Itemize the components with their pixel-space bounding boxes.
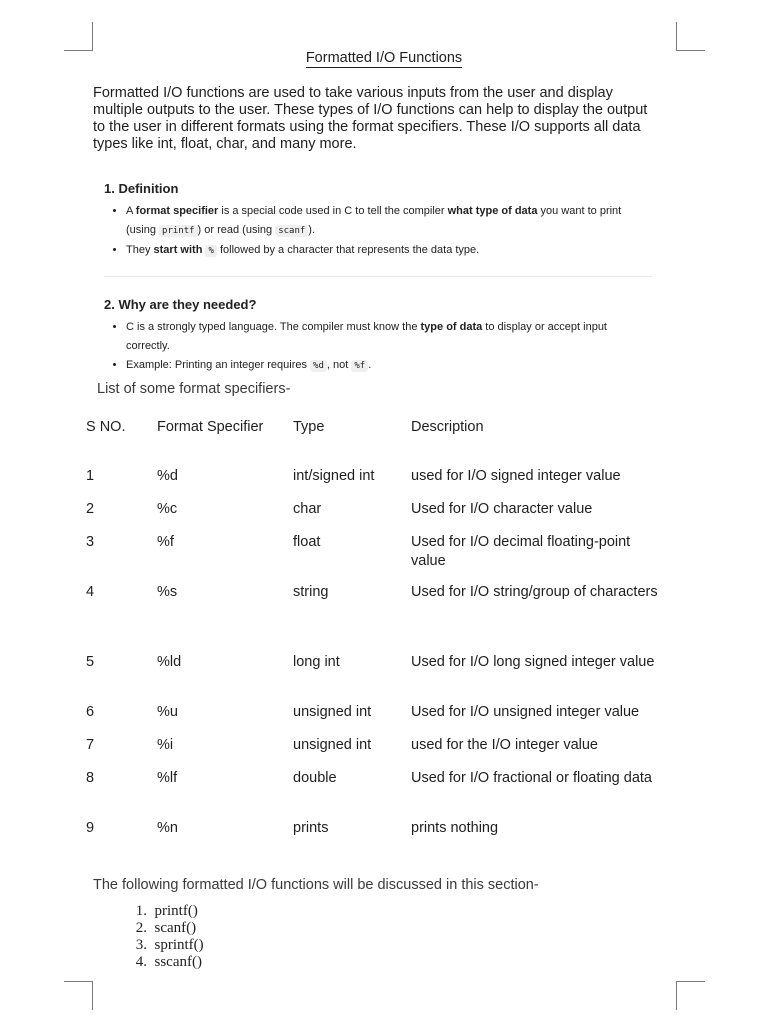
- crop-mark-bottom-right: [676, 981, 705, 1010]
- header-description: Description: [411, 419, 484, 435]
- section-divider: [104, 276, 652, 277]
- why-heading: 2. Why are they needed?: [104, 297, 257, 312]
- inline-code: %d: [310, 360, 327, 372]
- crop-mark-top-left: [64, 22, 93, 51]
- header-type: Type: [293, 419, 325, 435]
- crop-mark-top-right: [676, 22, 705, 51]
- crop-mark-bottom-left: [64, 981, 93, 1010]
- intro-paragraph: Formatted I/O functions are used to take various inputs from the user and display multiple outputs to the user. These types of I/O functions can help to display the output to the user in different formats using the format specifiers. These I/O supports all data types like int, float, char, and many more.: [93, 85, 648, 152]
- inline-code: printf: [159, 225, 198, 237]
- outro-paragraph: The following formatted I/O functions will be discussed in this section-: [93, 877, 539, 893]
- why-section: [104, 297, 652, 376]
- list-item: • They start with % followed by a character that represents the data type.: [126, 241, 652, 261]
- page-title: Formatted I/O Functions: [305, 50, 463, 66]
- header-sno: S NO.: [86, 419, 126, 435]
- list-item: 3. sprintf(): [135, 937, 204, 953]
- list-item: 1. printf(): [135, 903, 198, 919]
- definition-list: [104, 202, 652, 261]
- list-item: • C is a strongly typed language. The compiler must know the type of data to display or accept input correctly.: [126, 318, 652, 356]
- list-item: • A format specifier is a special code used in C to tell the compiler what type of data you want to print (using printf ) or read (using scanf ).: [126, 202, 652, 241]
- inline-code: %: [205, 245, 216, 257]
- list-item: • Example: Printing an integer requires %d , not %f .: [126, 356, 652, 376]
- why-list: [104, 318, 652, 376]
- definition-heading: 1. Definition: [104, 181, 179, 196]
- header-format-specifier: Format Specifier: [157, 419, 264, 435]
- inline-code: %f: [351, 360, 368, 372]
- inline-code: scanf: [275, 225, 308, 237]
- list-item: 2. scanf(): [135, 920, 197, 936]
- list-item: 4. sscanf(): [135, 954, 202, 970]
- definition-section: [104, 181, 652, 261]
- list-heading: List of some format specifiers-: [97, 381, 291, 397]
- functions-list: [112, 903, 204, 971]
